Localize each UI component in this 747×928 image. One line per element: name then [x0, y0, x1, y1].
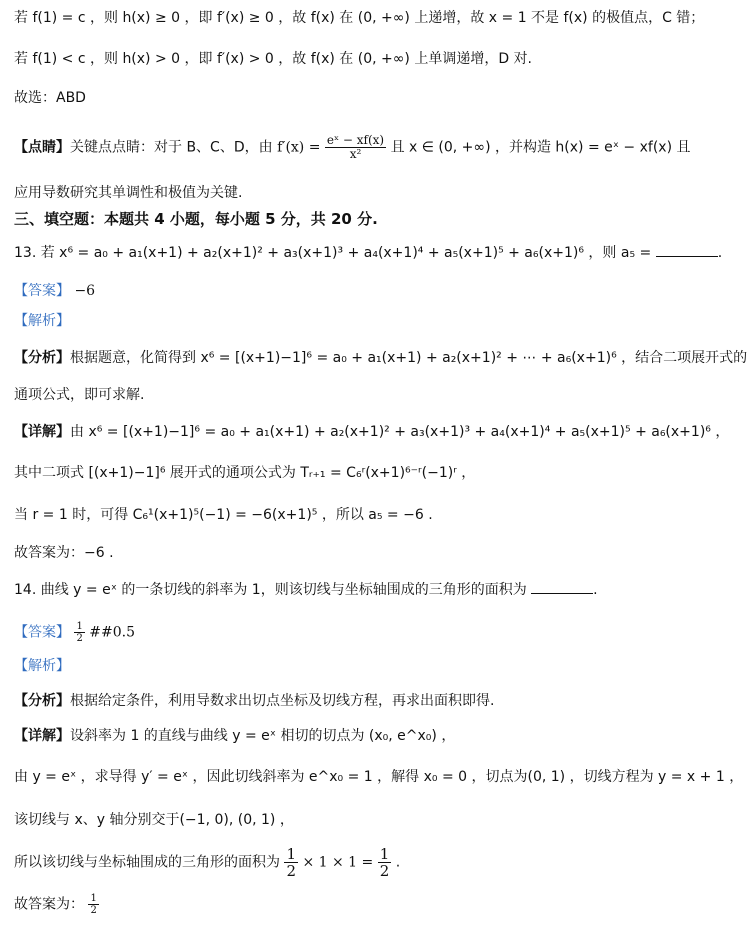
q13-line-2 [14, 463, 685, 483]
q14-final-text: 故答案为： [14, 896, 84, 913]
q13-answer-tag: 【答案】 [14, 283, 70, 299]
q14-line-4-end: . [395, 854, 401, 871]
q13-line-2-text: 其中二项式 [(x+1)−1]⁶ 展开式的通项公式为 Tᵣ₊₁ = C₆ʳ(x+1)⁶⁻ʳ(−1)ʳ ， [14, 465, 476, 481]
q14-fenxi-tag: 【分析】 [14, 693, 70, 709]
q13-line-3 [14, 505, 685, 525]
q13-xiangjie-tag: 【详解】 [14, 424, 70, 440]
text-line-5 [14, 183, 685, 203]
q14-jiexi-tag: 【解析】 [14, 658, 70, 674]
dianjing-line [14, 133, 691, 161]
text-l1: 若 f(1) = c ，则 h(x) ≥ 0 ，即 f′(x) ≥ 0 ，故 f(x) 在 (0, +∞) 上递增，故 x = 1 不是 f(x) 的极值点，C 错； [14, 10, 705, 26]
q14-answer-blank [531, 581, 593, 594]
q14-final-den: 2 [90, 905, 97, 916]
text-line-3 [14, 88, 685, 108]
q14-line-4-f1-den: 2 [286, 862, 296, 880]
dianjing-fraction [325, 134, 386, 161]
q14-answer-num: 1 [76, 621, 83, 632]
q14-text: 14. 曲线 y = eˣ 的一条切线的斜率为 1，则该切线与坐标轴围成的三角形的面积为 [14, 582, 527, 598]
q14-answer-rest: ##0.5 [89, 624, 136, 641]
section-heading [14, 209, 685, 229]
q14-line-2 [14, 767, 744, 787]
q14-answer-tag: 【答案】 [14, 624, 70, 641]
q14-line-4-f2-num: 1 [379, 845, 390, 863]
q14-line-4-mid: × 1 × 1 = [302, 854, 374, 871]
dianjing-text-a: 关键点点睛：对于 B、C、D，由 [70, 139, 273, 156]
q14-stem: 14. 曲线 y = eˣ 的一条切线的斜率为 1，则该切线与坐标轴围成的三角形的面积为 . [14, 582, 598, 598]
q14-answer-line [14, 621, 685, 644]
q14-line-4-fraction-1 [284, 846, 298, 879]
q14-line-4-text-a: 所以该切线与坐标轴围成的三角形的面积为 [14, 854, 280, 871]
text-l5: 应用导数研究其单调性和极值为关键. [14, 185, 243, 201]
q13-final-text: 故答案为：−6 . [14, 545, 114, 561]
dianjing-tag: 【点睛】 [14, 139, 70, 156]
q14-line-3 [14, 810, 685, 830]
q13-stem: 13. 若 x⁶ = a₀ + a₁(x+1) + a₂(x+1)² + a₃(x+1)³ + a₄(x+1)⁴ + a₅(x+1)⁵ + a₆(x+1)⁶ ，则 a₅ = . [14, 245, 723, 261]
q13-jiexi-tag: 【解析】 [14, 313, 70, 329]
dianjing-frac-den: x² [349, 147, 362, 161]
q13-text: 13. 若 x⁶ = a₀ + a₁(x+1) + a₂(x+1)² + a₃(x+1)³ + a₄(x+1)⁴ + a₅(x+1)⁵ + a₆(x+1)⁶ ，则 a₅ = [14, 245, 652, 261]
text-l2: 若 f(1) < c ，则 h(x) > 0 ，即 f′(x) > 0 ，故 f(x) 在 (0, +∞) 上单调递增，D 对. [14, 51, 533, 67]
q13-xiangjie-line [14, 422, 730, 442]
section-heading-text: 三、填空题：本题共 4 小题，每小题 5 分，共 20 分. [14, 210, 378, 228]
q13-answer-line [14, 281, 685, 301]
q14-jiexi-line [14, 656, 685, 676]
q14-line-4 [14, 846, 685, 879]
text-l3: 故选：ABD [14, 90, 86, 106]
q14-final-num: 1 [90, 893, 97, 904]
text-line-1 [14, 8, 705, 28]
q14-line-3-text: 该切线与 x、y 轴分别交于(−1, 0), (0, 1) ， [14, 812, 294, 828]
q14-answer-den: 2 [76, 633, 83, 644]
q13-final-line [14, 543, 685, 563]
q13-xiangjie-text: 由 x⁶ = [(x+1)−1]⁶ = a₀ + a₁(x+1) + a₂(x+1)² + a₃(x+1)³ + a₄(x+1)⁴ + a₅(x+1)⁵ + a₆(x+1)⁶ ， [70, 424, 730, 440]
q14-final-fraction [88, 893, 98, 916]
q13-fenxi-tag: 【分析】 [14, 350, 70, 366]
q14-fenxi-text: 根据给定条件，利用导数求出切点坐标及切线方程，再求出面积即得. [70, 693, 495, 709]
q13-answer-value: −6 [74, 283, 96, 299]
q14-line-4-f1-num: 1 [286, 845, 296, 863]
dianjing-frac-num: eˣ − xf(x) [326, 133, 385, 147]
dianjing-text-b: 且 x ∈ (0, +∞) ，并构造 h(x) = eˣ − xf(x) 且 [390, 139, 691, 156]
q14-xiangjie-text: 设斜率为 1 的直线与曲线 y = eˣ 相切的切点为 (x₀, e^x₀) ， [70, 728, 456, 744]
q14-xiangjie-line [14, 726, 685, 746]
q13-jiexi-line [14, 311, 685, 331]
q14-fenxi-line [14, 691, 685, 711]
q13-fenxi-text-2: 通项公式，即可求解. [14, 387, 145, 403]
q14-line-4-f2-den: 2 [379, 862, 390, 880]
q13-line-3-text: 当 r = 1 时，可得 C₆¹(x+1)⁵(−1) = −6(x+1)⁵ ，所以 a₅ = −6 . [14, 507, 433, 523]
text-line-2 [14, 49, 685, 69]
q13-answer-blank [656, 244, 718, 257]
q14-line-4-fraction-2 [378, 846, 392, 879]
q13-fenxi-line [14, 348, 747, 368]
q14-final-line [14, 893, 685, 916]
q14-line-2-text: 由 y = eˣ ，求导得 y′ = eˣ ，因此切线斜率为 e^x₀ = 1 ，解得 x₀ = 0 ，切点为(0, 1) ，切线方程为 y = x + 1 ， [14, 769, 744, 785]
q13-fenxi-text: 根据题意，化简得到 x⁶ = [(x+1)−1]⁶ = a₀ + a₁(x+1) + a₂(x+1)² + ⋯ + a₆(x+1)⁶ ，结合二项展开式的 [70, 350, 747, 366]
dianjing-lhs: f′(x) = [277, 139, 321, 156]
q14-answer-fraction [74, 621, 84, 644]
q14-xiangjie-tag: 【详解】 [14, 728, 70, 744]
q13-fenxi-line-2 [14, 385, 685, 405]
